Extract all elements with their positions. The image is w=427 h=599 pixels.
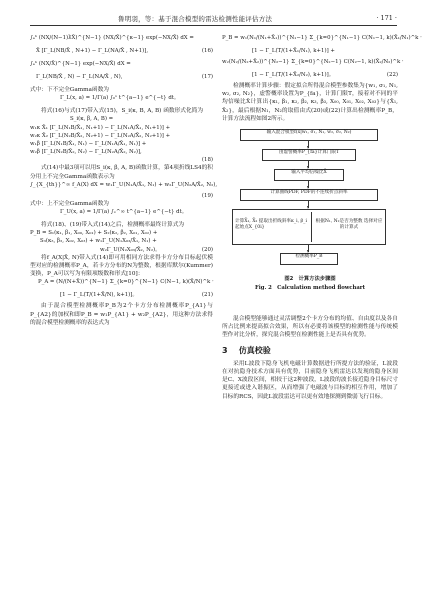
paragraph: 将f_A(X|X̄, N)带入式(14)即可用相同方法求得卡方分布目标起伏模型对应的检测概率P_A，若卡方分布的N为整数，根据库默尔(Kummer)变换，P_A可以写为有限项级数和形式[10]： bbox=[30, 254, 213, 278]
equation-20-line2: S₃(κ₃, β₃, X₀₂, X₀₃) + w₁Γ_U(N₁X₀₃/X̄₁, N₁) + bbox=[40, 238, 157, 245]
equation-gamma-upper: Γ_U(x, a) = 1/Γ(a) ∫ₓ^∞ t^{a−1} e^{−t} dt。 bbox=[60, 209, 188, 216]
paragraph: 将式(18)、(19)带入式(14)之后，检测概率最终计算式为 bbox=[41, 222, 185, 229]
equation-21-line1: P_A = (N/(N+X̄))^{N−1} Σ_{k=0}^{N−1} C(N−1, k)(X̄/N)^k · bbox=[38, 279, 214, 286]
equation-18-number-row bbox=[30, 156, 213, 164]
left-column bbox=[30, 34, 218, 327]
flow-box-threshold: 由虚警概率P_{fa}计算门限T bbox=[262, 149, 356, 161]
flow-arrow bbox=[308, 180, 309, 188]
flow-box-formula-choice: 根据N₁, N₂是否为整数 选择对应的计算式 bbox=[315, 219, 383, 231]
flow-arrow bbox=[308, 200, 309, 208]
equation-18-line2: w₁κ X̄₁ [Γ_L(N₁B/X̄₁, N₁+1) − Γ_L(N₁A/X̄₁, N₁+1)] + bbox=[30, 124, 171, 131]
equation-21-number: (21) bbox=[201, 292, 213, 299]
flow-arrow bbox=[308, 140, 309, 148]
page-number: · 171 · bbox=[376, 14, 397, 22]
equation-22-line4 bbox=[222, 71, 398, 82]
equation-21-line2 bbox=[30, 291, 213, 302]
equation-22-line3 bbox=[222, 58, 404, 71]
paragraph: 采用L波段下隐身飞机电磁计算数据进行所提方法的验证，L波段在对抗隐身技术方面具有优势，目前隐身飞机雷达以发现的隐身区间是C、X波段区间，相较于这2种波段，L波段的波长接近隐身目标尺寸更接近或进入谐振区，从而增强了电磁波与目标的相互作用，增加了目标的RCS，因此L波段雷达可以更有效地探测到微弱飞行目标。 bbox=[222, 360, 398, 400]
equation-17-line1: ∫ₐᵇ (NX/X̄)^{N−1} exp(−NX/X̄) dX = bbox=[30, 61, 131, 67]
equation-18-line3: w₂κ X̄₂ [Γ_L(N₂B/X̄₂, N₂+1) − Γ_L(N₂A/X̄₂, N₂+1)] + bbox=[30, 132, 171, 139]
flow-box-split bbox=[232, 209, 386, 245]
paragraph: 检测概率计算步骤：假定拟合所得混合模型参数集为{w₁, σ₁, N₁, w₂, σ₂, N₂}，虚警概率设置为P_{fa}，计算门限T，接着对不同的平均信噪比X̄计算出{κ₁, β₁, κ₂, β₂, κ₃, β₃, X₀₀, X₀₁, X₀₂, X₀₃}与{X̄₁, X̄₂}，最后根据N₁，N₂的取值由式(20)或(22)计算出检测概率P_B，计算方法流程如图2所示。 bbox=[222, 83, 398, 122]
equation-17-body: Γ_L(NB/X̄ , N) − Γ_L(NA/X̄ , N), bbox=[36, 74, 123, 80]
equation-20-line3 bbox=[30, 246, 213, 254]
equation-22-line1: P_B = w₁(N₁/(N₁+X̄₁))^{N₁−1} Σ_{k=0}^{N₁−1} C(N₁−1, k)(X̄₁/N₁)^k · bbox=[222, 35, 422, 41]
header-rule bbox=[30, 25, 397, 26]
equation-22-tail: [1 − Γ_L(T/(1+X̄₂/N₂), k+1)]。 bbox=[252, 72, 335, 78]
equation-21-body: [1 − Γ_L(T/(1+X̄/N), k+1)]。 bbox=[60, 292, 138, 299]
equation-19-number-row bbox=[30, 192, 213, 200]
flow-box-detection-probability: 检测概率P_B bbox=[280, 253, 338, 265]
figure-caption-chinese: 图2 计算方法步骤图 bbox=[284, 276, 336, 283]
paragraph: 混合模型能够通过灵活调整2个卡方分布的均值、自由度以及各自所占比例来提高拟合效果，所以有必要将该模型的检测性能与传统模型作对比分析，探究混合模型在检测性能上是否具有优势。 bbox=[222, 316, 398, 339]
flowchart bbox=[222, 127, 398, 313]
figure-caption-english: Fig. 2 Calculation method flowchart bbox=[254, 285, 366, 292]
equation-16-body: X̄ [Γ_L(NB/X̄ , N+1) − Γ_L(NA/X̄ , N+1)], bbox=[36, 48, 149, 54]
running-header-title: 鲁明羽，等：基于混合模型的雷达检测性能评估方法 bbox=[118, 15, 273, 23]
flow-box-pdf-slope: 计算曲线PDF, PDF的不连续折点斜率 bbox=[240, 189, 378, 201]
equation-gamma-lower: Γ_L(x, a) = 1/Γ(a) ∫₀ˣ t^{a−1} e^{−t} dt。 bbox=[60, 95, 180, 102]
paragraph: 式中：下不完全Gamma函数为 bbox=[30, 87, 109, 93]
paragraph: 由于混合模型检测概率P_B为2个卡方分布检测概率P_{A1}与P_{A2}的加权和即P_B = w₁P_{A1} + w₂P_{A2}，用这种方法求得的混合模型检测概率的表达式为 bbox=[30, 303, 213, 326]
equation-20-body: w₂Γ_U(N₂X₀₃/X̄₂, N₂)。 bbox=[100, 246, 161, 253]
equation-22-body: w₂(N₂/(N₂+X̄₂))^{N₂−1} Σ_{k=0}^{N₂−1} C(N₂−1, k)(X̄₂/N₂)^k · bbox=[222, 59, 404, 65]
flow-box-input-snr: 输入平均信噪比X̄ bbox=[274, 169, 344, 181]
equation-20-number: (20) bbox=[201, 246, 213, 253]
flow-box-slopes: 计算X̄₁, X̄₂ 提取出折线斜率κ_i, β_i 起始点X_{0i} bbox=[235, 219, 307, 231]
equation-18-line5: w₂β [Γ_L(N₂B/X̄₂, N₂) − Γ_L(N₂A/X̄₂, N₂)], bbox=[30, 149, 142, 156]
equation-17-line2 bbox=[30, 73, 213, 86]
equation-18-line1: S_i(κ, β, A, B) = bbox=[70, 116, 114, 123]
flow-divider bbox=[311, 212, 312, 242]
equation-20-line1: P_B = S₁(κ₁, β₁, X₀₀, X₀₁) + S₂(κ₂, β₂, X₀₁, X₀₂) + bbox=[30, 230, 158, 237]
paragraph: 式(14)中最3项可以用S_i(κ, β, A, B)函数计算，第4项折线LS4的积分用上不完全Gamma函数表示为 bbox=[30, 165, 213, 180]
equation-16-line1: ∫ₐᵇ (NX/(N−1)λ̄X̄)^{N−1} (NX/X̄)^{κ−1} exp(−NX/X̄) dX = bbox=[30, 35, 194, 41]
equation-18-line4: w₁β [Γ_L(N₁B/X̄₁, N₁) − Γ_L(N₁A/X̄₁, N₁)] + bbox=[30, 141, 147, 148]
figure-caption-group bbox=[222, 273, 398, 292]
flow-arrow bbox=[308, 160, 309, 168]
running-header bbox=[0, 14, 427, 26]
paragraph: 将式(16)与式(17)带入式(15)，S_i(κ, B, A, B) 函数形式化简为 bbox=[41, 108, 204, 115]
section-title: 仿真校验 bbox=[238, 345, 271, 355]
equation-22-line2: [1 − Γ_L(T/(1+X̄₁/N₁), k+1)] + bbox=[252, 48, 335, 54]
equation-18-number: (18) bbox=[201, 157, 213, 164]
equation-17-number: (17) bbox=[201, 74, 213, 80]
equation-19-number: (19) bbox=[201, 192, 213, 199]
section-heading bbox=[222, 347, 398, 355]
paragraph: 式中：上不完全Gamma函数为 bbox=[30, 200, 109, 207]
flow-arrow bbox=[308, 244, 309, 252]
equation-19: ∫_{X_{th}}^∞ f_A(X) dX = w₁Γ_U(N₁A/X̄₁, N₁) + w₂Γ_U(N₂A/X̄₂, N₂), bbox=[30, 181, 218, 188]
section-number: 3 bbox=[222, 345, 228, 355]
right-column bbox=[222, 34, 422, 401]
equation-16-line2 bbox=[30, 47, 213, 60]
equation-22-number: (22) bbox=[386, 72, 398, 78]
equation-16-number: (16) bbox=[201, 48, 213, 54]
flow-box-input-model: 输入混合模型f(x|w₁, σ₁, N₁, w₂, σ₂, N₂) bbox=[240, 129, 378, 141]
